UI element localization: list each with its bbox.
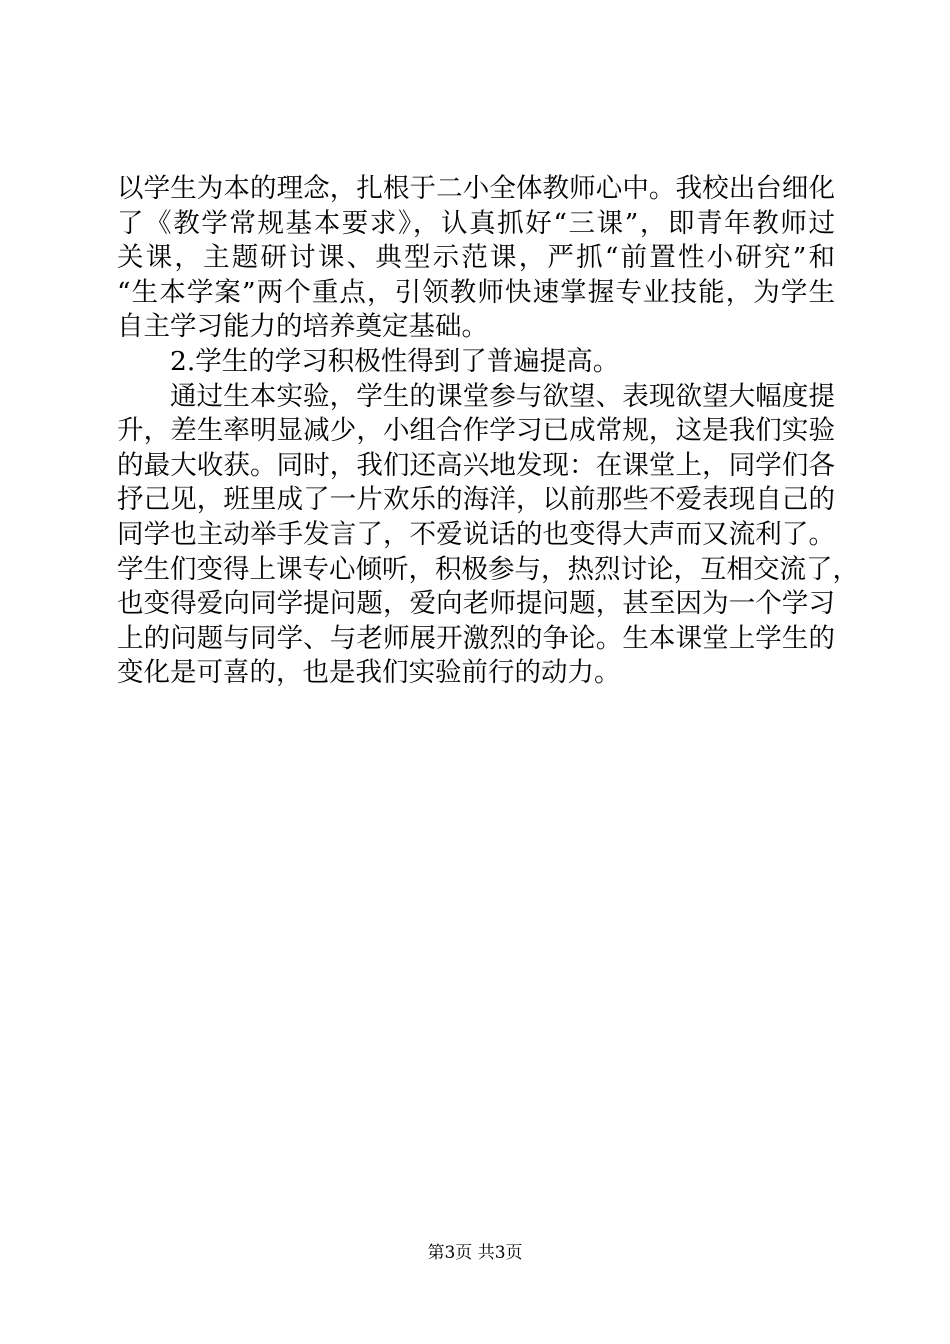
paragraph-line: 通过生本实验，学生的课堂参与欲望、表现欲望大幅度提 — [170, 380, 835, 412]
paragraph-line: 同学也主动举手发言了，不爱说话的也变得大声而又流利了。 — [117, 518, 835, 550]
paragraph-2 — [117, 380, 859, 691]
paragraph-1 — [117, 172, 835, 345]
paragraph-line: 也变得爱向同学提问题，爱向老师提问题，甚至因为一个学习 — [117, 588, 835, 620]
paragraph-line: 升，差生率明显减少，小组合作学习已成常规，这是我们实验 — [117, 415, 835, 447]
paragraph-line: 学生们变得上课专心倾听，积极参与，热烈讨论，互相交流了， — [117, 553, 859, 585]
paragraph-line: 上的问题与同学、与老师展开激烈的争论。生本课堂上学生的 — [117, 622, 835, 654]
document-body — [117, 172, 859, 691]
paragraph-line: 抒己见，班里成了一片欢乐的海洋，以前那些不爱表现自己的 — [117, 484, 835, 516]
paragraph-line: 的最大收获。同时，我们还高兴地发现：在课堂上，同学们各 — [117, 449, 835, 481]
paragraph-line: 了《教学常规基本要求》，认真抓好“三课”，即青年教师过 — [117, 207, 835, 239]
paragraph-line: “生本学案”两个重点，引领教师快速掌握专业技能，为学生 — [117, 276, 835, 308]
paragraph-line: 关课，主题研讨课、典型示范课，严抓“前置性小研究”和 — [117, 242, 835, 274]
page-number-footer: 第3页 共3页 — [427, 1243, 523, 1263]
section-heading: 2.学生的学习积极性得到了普遍提高。 — [170, 345, 620, 377]
paragraph-line: 变化是可喜的，也是我们实验前行的动力。 — [117, 657, 621, 689]
paragraph-line: 自主学习能力的培养奠定基础。 — [117, 311, 488, 343]
paragraph-line: 以学生为本的理念，扎根于二小全体教师心中。我校出台细化 — [117, 173, 835, 204]
